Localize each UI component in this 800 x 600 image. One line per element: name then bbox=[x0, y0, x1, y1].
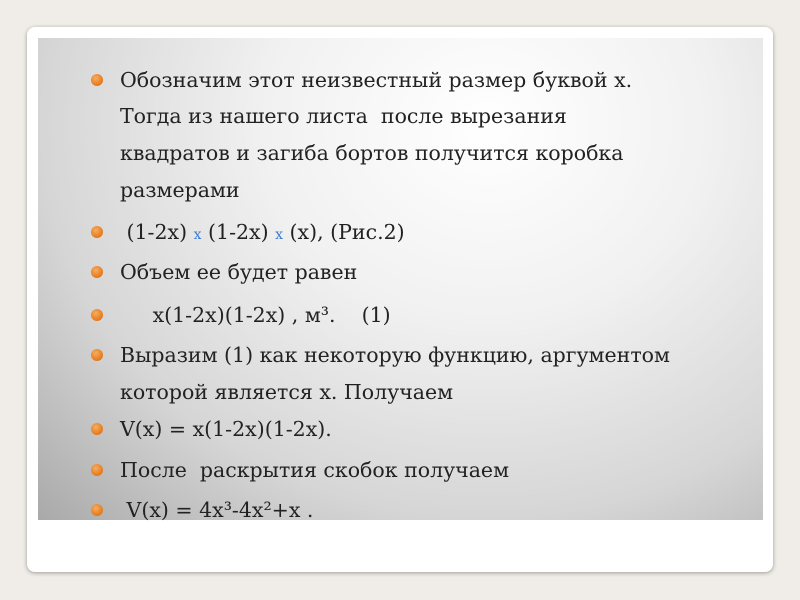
text-line: квадратов и загиба бортов получится коробка bbox=[120, 141, 624, 165]
bullet-icon bbox=[91, 464, 103, 476]
bullet-list bbox=[38, 38, 763, 520]
text-line: размерами bbox=[120, 178, 240, 202]
bullet-icon bbox=[91, 226, 103, 238]
bullet-icon bbox=[91, 349, 103, 361]
bullet-icon bbox=[91, 423, 103, 435]
formula-part: (1-2х) bbox=[201, 220, 276, 244]
text-line: Обозначим этот неизвестный размер буквой х. bbox=[120, 68, 633, 92]
text-line: После раскрытия скобок получаем bbox=[120, 458, 510, 482]
text-line: которой является х. Получаем bbox=[120, 380, 454, 404]
formula-part: (1-2х) bbox=[120, 220, 194, 244]
text-line: V(х) = х(1-2х)(1-2х). bbox=[120, 417, 332, 441]
text-line: V(х) = 4х³-4х²+х . bbox=[120, 498, 314, 522]
text-line: Тогда из нашего листа после вырезания bbox=[120, 104, 567, 128]
bullet-icon bbox=[91, 74, 103, 86]
text-line: х(1-2х)(1-2х) , м³. (1) bbox=[120, 303, 391, 327]
text-line: Выразим (1) как некоторую функцию, аргументом bbox=[120, 343, 670, 367]
dimensions-formula bbox=[120, 216, 405, 251]
formula-part: (х), (Рис.2) bbox=[283, 220, 405, 244]
bullet-icon bbox=[91, 309, 103, 321]
bullet-icon bbox=[91, 504, 103, 516]
slide-content-panel bbox=[38, 38, 763, 520]
text-line: Объем ее будет равен bbox=[120, 260, 358, 284]
bullet-icon bbox=[91, 266, 103, 278]
multiply-sign: х bbox=[193, 227, 202, 243]
multiply-sign: х bbox=[275, 227, 284, 243]
